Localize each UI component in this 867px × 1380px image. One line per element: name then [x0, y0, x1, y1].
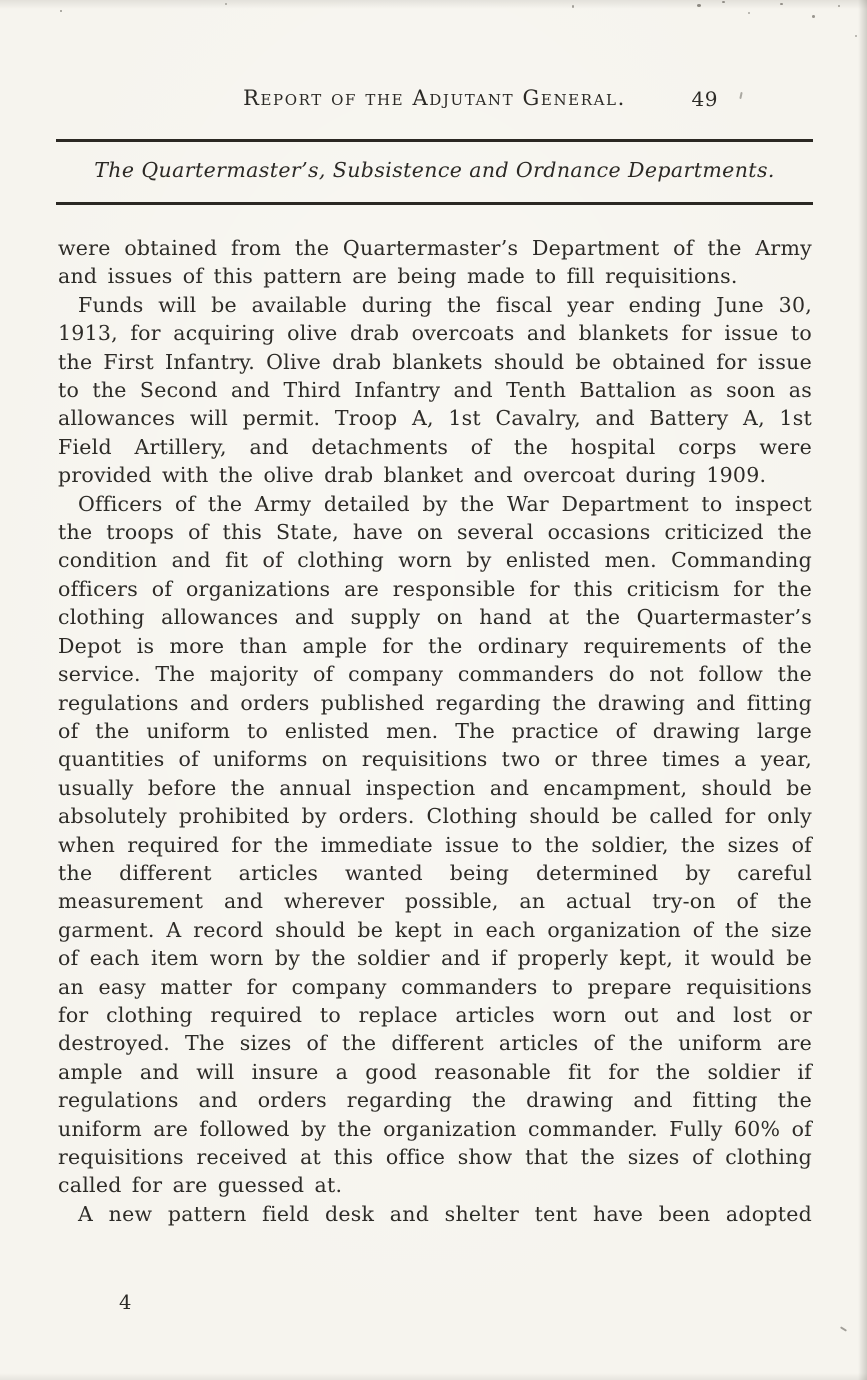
scan-speckle: [812, 15, 815, 18]
scan-speckle: [60, 10, 62, 12]
scan-speckle: [748, 12, 750, 14]
header-rule-bottom: [56, 202, 813, 205]
running-title: Report of the Adjutant General.: [243, 86, 626, 110]
scan-edge-shadow-top: [0, 0, 867, 9]
paragraph: Officers of the Army detailed by the War Department to inspect the troops of this State, have on several occasions criticized the condition and fit of clothing worn by enlisted men. Commanding officers of organizations are responsible for this criticism for the clothing allowances and supply on hand at the Quartermaster’s Depot is more than ample for the ordinary requirements of the service. The majority of company commanders do not follow the regulations and orders published regarding the drawing and fitting of the uniform to enlisted men. The practice of drawing large quantities of uniforms on requisitions two or three times a year, usually before the annual inspection and encampment, should be absolutely prohibited by orders. Clothing should be called for only when required for the immediate issue to the soldier, the sizes of the different articles wanted being determined by careful measurement and wherever possible, an actual try-on of the garment. A record should be kept in each organization of the size of each item worn by the soldier and if properly kept, it would be an easy matter for company commanders to prepare requisitions for clothing required to replace articles worn out and lost or destroyed. The sizes of the different articles of the uniform are ample and will insure a good reasonable fit for the soldier if regulations and orders regarding the drawing and fitting the uniform are followed by the organization commander. Fully 60% of requisitions received at this office show that the sizes of clothing called for are guessed at.: [58, 491, 812, 1198]
section-title: The Quartermaster’s, Subsistence and Ordnance Departments.: [94, 158, 775, 182]
scan-speckle: [780, 3, 783, 5]
scan-speckle: [855, 35, 857, 37]
scan-speckle: [572, 5, 574, 8]
scan-dash-mark: [840, 1326, 847, 1331]
page-body: [58, 234, 812, 1228]
paragraph: were obtained from the Quartermaster’s Department of the Army and issues of this pattern are being made to fill requisitions.: [58, 236, 812, 289]
page-number: 49: [691, 87, 718, 111]
signature-mark: 4: [119, 1291, 132, 1314]
scan-speckle: [722, 1, 725, 3]
header-rule-top: [56, 139, 813, 142]
paragraph: A new pattern field desk and shelter tent have been adopted: [78, 1201, 812, 1226]
scan-speckle: [225, 3, 227, 5]
scan-speckle: [838, 5, 840, 7]
page-header: [57, 86, 812, 114]
scan-edge-shadow-bottom: [0, 1373, 867, 1380]
scan-edge-shadow-right: [858, 0, 867, 1380]
scan-speckle: [697, 4, 701, 7]
paragraph: Funds will be available during the fiscal year ending June 30, 1913, for acquiring olive drab overcoats and blankets for issue to the First Infantry. Olive drab blankets should be obtained for issue to the Second and Third Infantry and Tenth Battalion as soon as allowances will permit. Troop A, 1st Cavalry, and Battery A, 1st Field Artillery, and detachments of the hospital corps were provided with the olive drab blanket and overcoat during 1909.: [58, 292, 812, 488]
